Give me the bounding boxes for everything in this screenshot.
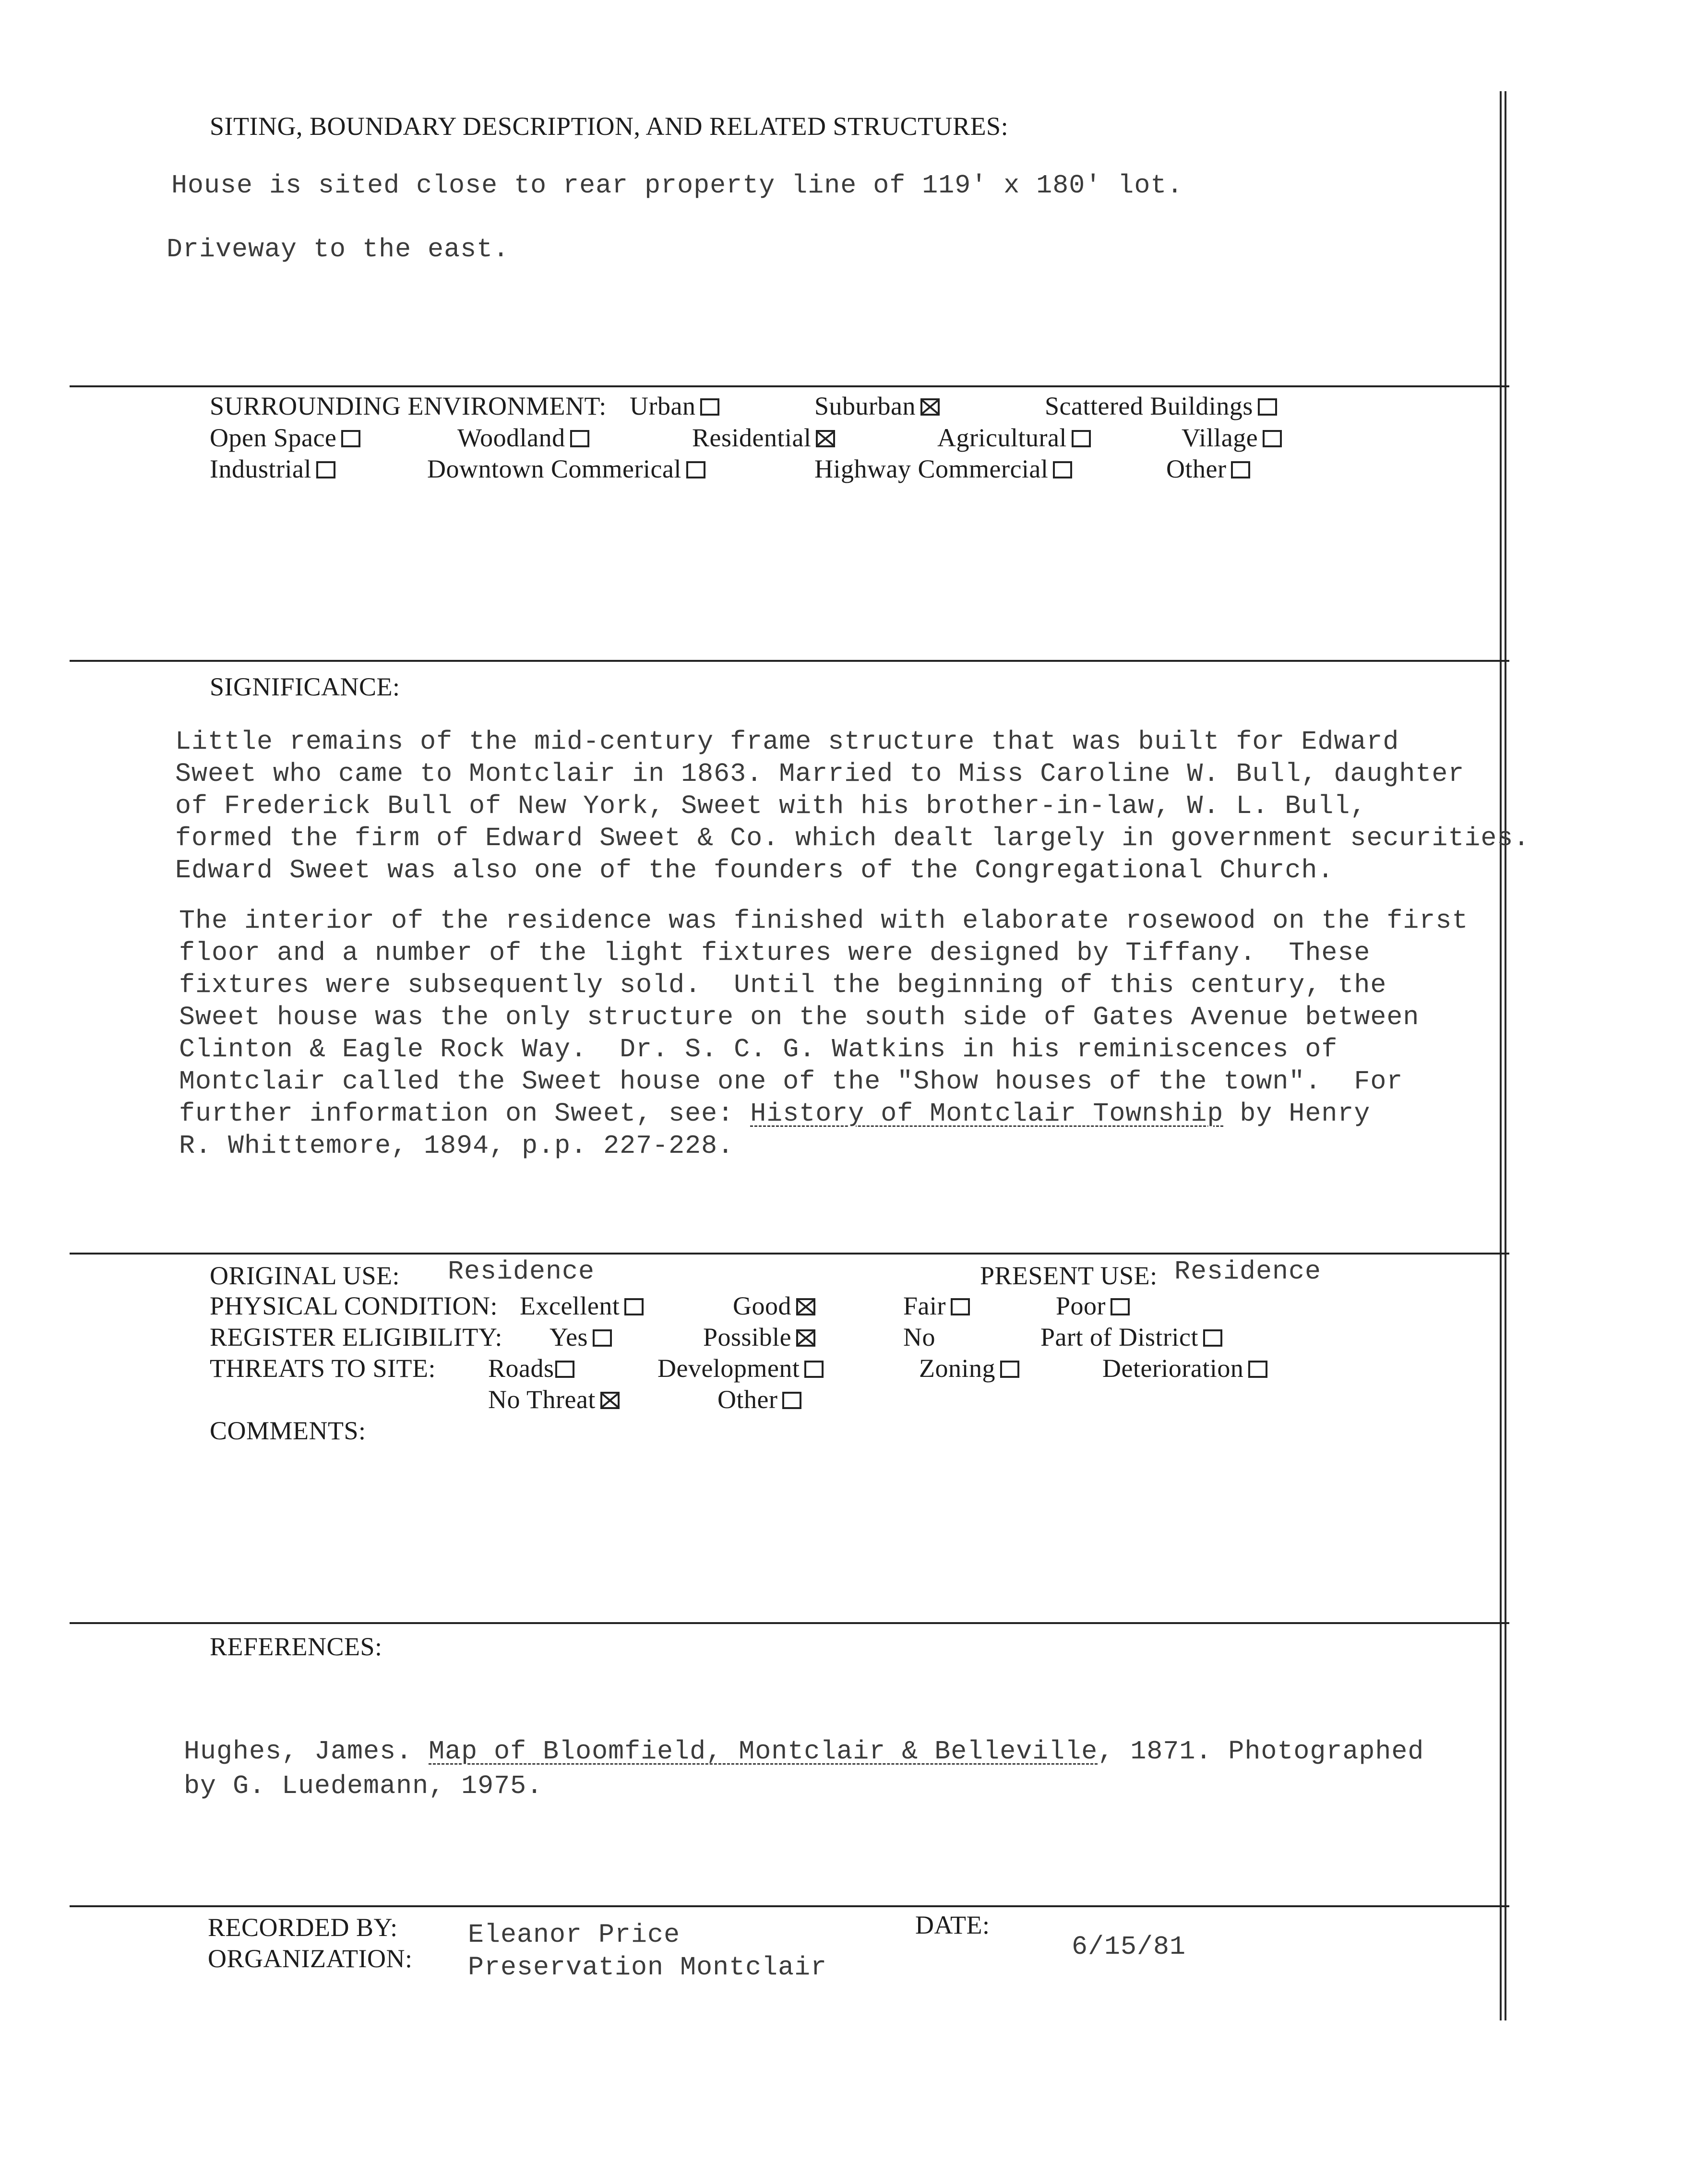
env-scattered [1045, 391, 1277, 421]
threat-zoning [919, 1353, 1019, 1383]
right-margin-rule [1500, 91, 1502, 2020]
condition-poor [1056, 1291, 1130, 1321]
option-label: Other [717, 1385, 778, 1414]
text-line: Little remains of the mid-century frame structure that was built for Edward [175, 727, 1399, 757]
present-use-label: PRESENT USE: [980, 1261, 1158, 1290]
section-divider [70, 1905, 1509, 1907]
env-other-checkbox[interactable] [1231, 461, 1250, 478]
zoning-checkbox[interactable] [1000, 1361, 1019, 1378]
env-suburban [814, 391, 940, 421]
industrial-checkbox[interactable] [316, 461, 335, 478]
yes-checkbox[interactable] [593, 1329, 612, 1347]
option-label: Roads [488, 1354, 554, 1383]
section-divider [70, 1253, 1509, 1255]
recorded-by-label: RECORDED BY: [208, 1913, 398, 1942]
option-label: Poor [1056, 1291, 1106, 1320]
roads-checkbox[interactable] [555, 1361, 574, 1378]
text-line: Clinton & Eagle Rock Way. Dr. S. C. G. Watkins in his reminiscences of [179, 1034, 1338, 1064]
text-line: of Frederick Bull of New York, Sweet with his brother-in-law, W. L. Bull, [175, 791, 1367, 821]
env-downtown [427, 454, 705, 484]
env-option-label: Agricultural [937, 423, 1067, 452]
siting-line: House is sited close to rear property line of 119' x 180' lot. [171, 170, 1183, 201]
present-use-value: Residence [1174, 1256, 1322, 1287]
text-line: Edward Sweet was also one of the founders of the Congregational Church. [175, 855, 1334, 885]
env-option-label: Village [1182, 423, 1258, 452]
env-open-space [210, 423, 360, 453]
threat-roads [488, 1353, 574, 1383]
excellent-checkbox[interactable] [624, 1298, 644, 1315]
comments-label: COMMENTS: [210, 1416, 366, 1445]
eligibility-possible [703, 1322, 815, 1352]
env-option-label: Urban [630, 392, 696, 420]
env-other [1166, 454, 1250, 484]
possible-checkbox[interactable] [796, 1329, 815, 1347]
part-of-district-checkbox[interactable] [1203, 1329, 1222, 1347]
environment-heading: SURROUNDING ENVIRONMENT: [210, 392, 607, 420]
eligibility-part-of-district [1040, 1322, 1222, 1352]
option-label: No Threat [488, 1385, 596, 1414]
organization-value: Preservation Montclair [468, 1952, 827, 1983]
text-line: R. Whittemore, 1894, p.p. 227-228. [179, 1131, 734, 1161]
condition-fair [903, 1291, 970, 1321]
eligibility-yes [549, 1322, 612, 1352]
env-option-label: Open Space [210, 423, 337, 452]
date-value: 6/15/81 [1072, 1932, 1186, 1962]
option-label: Zoning [919, 1354, 995, 1383]
section-divider [70, 660, 1509, 662]
suburban-checkbox[interactable] [920, 398, 940, 416]
text-line: formed the firm of Edward Sweet & Co. which dealt largely in government securities. [175, 823, 1530, 853]
references-line [184, 1736, 1424, 1767]
env-option-label: Other [1166, 454, 1227, 483]
option-label: Possible [703, 1323, 792, 1351]
original-use-value: Residence [448, 1256, 595, 1287]
env-option-label: Woodland [457, 423, 565, 452]
condition-good [733, 1291, 815, 1321]
original-use-label: ORIGINAL USE: [210, 1261, 400, 1290]
fair-checkbox[interactable] [951, 1298, 970, 1315]
text-span: Hughes, James. [184, 1736, 429, 1767]
section-divider [70, 385, 1509, 387]
urban-checkbox[interactable] [700, 398, 719, 416]
map-title: Map of Bloomfield, Montclair & Belleville [429, 1736, 1098, 1767]
env-option-label: Industrial [210, 454, 311, 483]
references-line: by G. Luedemann, 1975. [184, 1771, 543, 1801]
agricultural-checkbox[interactable] [1072, 430, 1091, 447]
date-label: DATE: [915, 1911, 990, 1939]
text-line: Sweet who came to Montclair in 1863. Married to Miss Caroline W. Bull, daughter [175, 759, 1465, 789]
eligibility-no: No [903, 1323, 935, 1351]
significance-paragraph-2 [179, 905, 1468, 1162]
no-threat-checkbox[interactable] [600, 1392, 620, 1409]
threat-development [657, 1353, 824, 1383]
option-label: Fair [903, 1291, 946, 1320]
env-option-label: Highway Commercial [814, 454, 1049, 483]
option-label: Part of District [1040, 1323, 1198, 1351]
option-label: Excellent [520, 1291, 620, 1320]
good-checkbox[interactable] [796, 1298, 815, 1315]
env-village [1182, 423, 1282, 453]
highway-commercial-checkbox[interactable] [1053, 461, 1072, 478]
text-line [179, 1098, 1468, 1130]
env-option-label: Suburban [814, 392, 916, 420]
text-line: floor and a number of the light fixtures were designed by Tiffany. These [179, 938, 1371, 968]
env-option-label: Downtown Commerical [427, 454, 681, 483]
text-span: by Henry [1223, 1099, 1371, 1129]
village-checkbox[interactable] [1263, 430, 1282, 447]
option-label: Development [657, 1354, 800, 1383]
env-option-label: Scattered Buildings [1045, 392, 1253, 420]
env-urban [630, 391, 719, 421]
text-span: , 1871. Photographed [1098, 1736, 1424, 1767]
text-span: further information on Sweet, see: [179, 1099, 751, 1129]
recorded-by-value: Eleanor Price [468, 1920, 681, 1950]
poor-checkbox[interactable] [1111, 1298, 1130, 1315]
option-label: Deterioration [1102, 1354, 1244, 1383]
threat-deterioration [1102, 1353, 1267, 1383]
env-woodland [457, 423, 589, 453]
register-eligibility-label: REGISTER ELIGIBILITY: [210, 1323, 502, 1351]
env-option-label: Residential [692, 423, 812, 452]
env-residential [692, 423, 835, 453]
development-checkbox[interactable] [804, 1361, 824, 1378]
text-line: fixtures were subsequently sold. Until the beginning of this century, the [179, 970, 1387, 1000]
woodland-checkbox[interactable] [570, 430, 589, 447]
threat-no-threat [488, 1385, 620, 1414]
siting-heading: SITING, BOUNDARY DESCRIPTION, AND RELATED STRUCTURES: [210, 112, 1009, 141]
deterioration-checkbox[interactable] [1248, 1361, 1267, 1378]
env-agricultural [937, 423, 1091, 453]
env-industrial [210, 454, 335, 484]
downtown-commercial-checkbox[interactable] [686, 461, 705, 478]
text-line: Montclair called the Sweet house one of the "Show houses of the town". For [179, 1066, 1403, 1097]
significance-paragraph-1 [175, 726, 1529, 886]
threats-label: THREATS TO SITE: [210, 1354, 436, 1383]
text-line: Sweet house was the only structure on the south side of Gates Avenue between [179, 1002, 1420, 1032]
option-label: Good [733, 1291, 791, 1320]
right-margin-rule [1505, 91, 1506, 2020]
book-title: History of Montclair Township [750, 1099, 1224, 1129]
option-label: Yes [549, 1323, 588, 1351]
open-space-checkbox[interactable] [341, 430, 360, 447]
physical-condition-label: PHYSICAL CONDITION: [210, 1291, 498, 1320]
threat-other [717, 1385, 801, 1414]
significance-heading: SIGNIFICANCE: [210, 672, 400, 701]
siting-line: Driveway to the east. [167, 234, 510, 264]
scattered-buildings-checkbox[interactable] [1258, 398, 1277, 416]
references-heading: REFERENCES: [210, 1632, 382, 1661]
section-divider [70, 1622, 1509, 1624]
env-highway [814, 454, 1072, 484]
organization-label: ORGANIZATION: [208, 1944, 413, 1973]
condition-excellent [520, 1291, 644, 1321]
threat-other-checkbox[interactable] [782, 1392, 801, 1409]
text-line: The interior of the residence was finished with elaborate rosewood on the first [179, 906, 1469, 936]
residential-checkbox[interactable] [816, 430, 835, 447]
